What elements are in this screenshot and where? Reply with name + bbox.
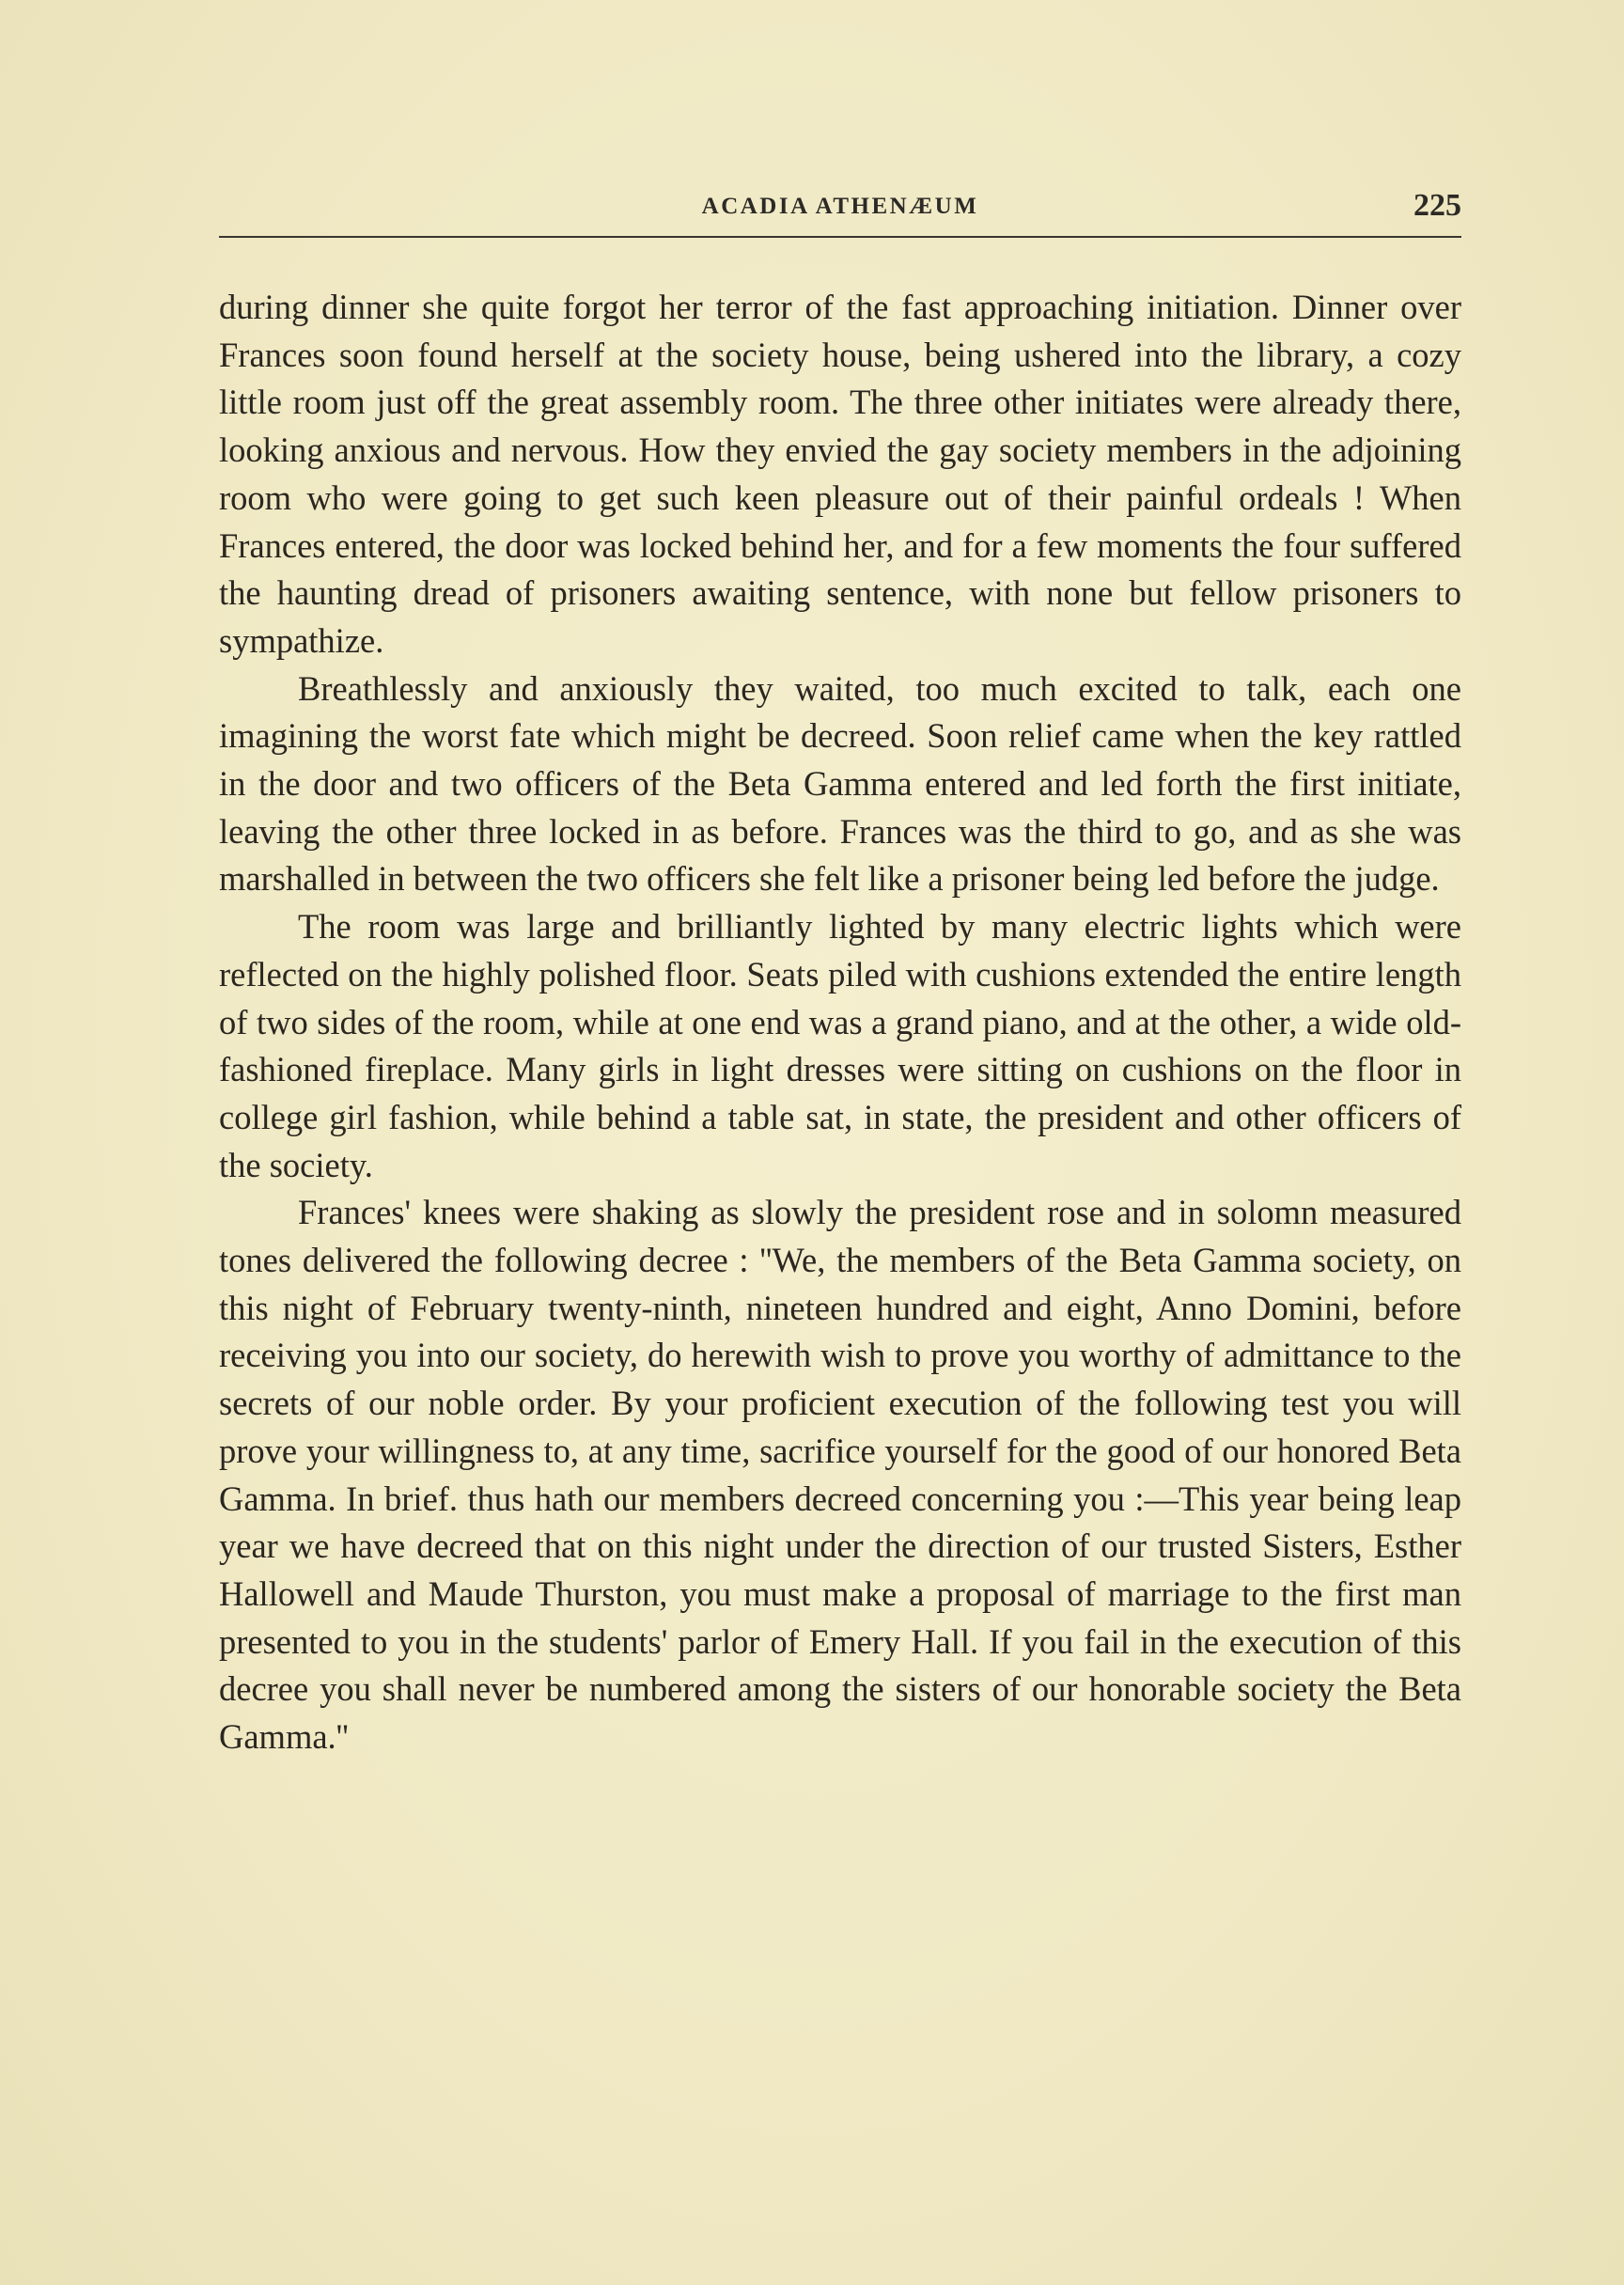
header-rule xyxy=(219,236,1461,238)
page-header xyxy=(219,190,1461,227)
paragraph-3: The room was large and brilliantly lighted by many electric lights which were reflected on the highly polished floor. Seats piled with cushions extended the entire length of two sides of the room, while at one end was a grand piano, and at the other, a wide old-fashioned fireplace. Many girls in light dresses were sitting on cushions on the floor in college girl fashion, while behind a table sat, in state, the president and other officers of the society. xyxy=(219,907,1461,1184)
page-number: 225 xyxy=(1413,188,1461,223)
paragraph-1: during dinner she quite forgot her terror of the fast approaching initiation. Dinner over Frances soon found herself at the society house, being ushered into the library, a cozy little room just off the great assembly room. The three other initiates were already there, looking anxious and nervous. How they envied the gay society members in the adjoining room who were going to get such keen pleasure out of their painful ordeals ! When Frances entered, the door was locked behind her, and for a few moments the four suffered the haunting dread of prisoners awaiting sentence, with none but fellow prisoners to sympathize. xyxy=(219,288,1461,660)
running-title: ACADIA ATHENÆUM xyxy=(701,194,979,219)
body-text xyxy=(219,284,1461,1761)
paragraph-4: Frances' knees were shaking as slowly the president rose and in solomn measured tones delivered the following decree : ''We, the members of the Beta Gamma society, on this night of February twenty-ninth, nineteen hundred and eight, Anno Domini, before receiving you into our society, do herewith wish to prove you worthy of admittance to the secrets of our noble order. By your proficient execution of the following test you will prove your willingness to, at any time, sacrifice yourself for the good of our honored Beta Gamma. In brief. thus hath our members decreed concerning you :—This year being leap year we have decreed that on this night under the direction of our trusted Sisters, Esther Hallowell and Maude Thurston, you must make a proposal of marriage to the first man presented to you in the students' parlor of Emery Hall. If you fail in the execution of this decree you shall never be numbered among the sisters of our honorable society the Beta Gamma.'' xyxy=(219,1193,1461,1757)
paragraph-2: Breathlessly and anxiously they waited, too much excited to talk, each one imagining the worst fate which might be decreed. Soon relief came when the key rattled in the door and two officers of the Beta Gamma entered and led forth the first initiate, leaving the other three locked in as before. Frances was the third to go, and as she was marshalled in between the two officers she felt like a prisoner being led before the judge. xyxy=(219,668,1461,899)
